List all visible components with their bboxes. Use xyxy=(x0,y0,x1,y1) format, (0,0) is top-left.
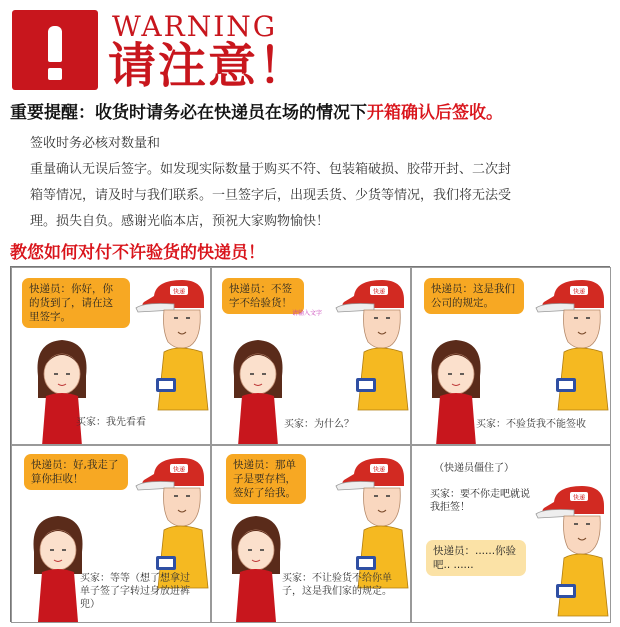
svg-text:快递: 快递 xyxy=(372,288,386,296)
svg-text:快递: 快递 xyxy=(172,288,186,296)
buyer-caption: 买家：不让验货不给你单子，这是我们家的规定。 xyxy=(282,573,392,597)
svg-text:快递: 快递 xyxy=(372,466,386,474)
reminder-text: 收货时请务必在快递员在场的情况下 xyxy=(95,103,367,123)
courier-speech-bubble: 快递员：......你验吧.. ...... xyxy=(426,540,526,576)
watermark-text: 请输入文字 xyxy=(292,310,323,317)
body-line-4: 理。损失自负。感谢光临本店，预祝大家购物愉快！ xyxy=(30,214,330,229)
comic-panel-1 xyxy=(11,267,211,445)
comic-panel-2 xyxy=(211,267,411,445)
buyer-caption: 买家：为什么？ xyxy=(284,419,354,430)
courier-figure xyxy=(334,278,411,428)
body-line-3: 箱等情况，请及时与我们联系。一旦签字后，出现丢货、少货等情况，我们将无法受 xyxy=(30,188,512,203)
comic-panel-4 xyxy=(11,445,211,623)
buyer-caption: 买家：等等（想了想拿过单子签了字转过身放进裤兜） xyxy=(80,573,190,610)
comic-grid xyxy=(10,266,610,622)
buyer-figure xyxy=(28,512,88,622)
buyer-caption: 买家：不验货我不能签收 xyxy=(476,419,586,430)
warning-exclamation-icon xyxy=(12,10,98,90)
courier-speech-bubble: 快递员：这是我们公司的规定。 xyxy=(424,278,524,314)
comic-panel-3 xyxy=(411,267,611,445)
reminder-label: 重要提醒： xyxy=(10,103,95,123)
courier-speech-bubble: 快递员：不签字不给验货！ xyxy=(222,278,304,314)
page-title: 请注意！ xyxy=(108,38,309,94)
buyer-caption: 买家：我先看看 xyxy=(76,417,146,428)
body-line-2: 重量确认无误后签字。如发现实际数量于购买不符、包装箱破损、胶带开封、二次封 xyxy=(30,162,512,177)
narration-text: （快递员僵住了） xyxy=(434,463,514,474)
courier-figure xyxy=(534,484,611,623)
svg-text:快递: 快递 xyxy=(172,466,186,474)
courier-figure xyxy=(534,278,611,428)
courier-speech-bubble: 快递员：那单子是要存档，签好了给我。 xyxy=(226,454,306,504)
courier-speech-bubble: 快递员：你好，你的货到了，请在这里签字。 xyxy=(22,278,130,328)
courier-speech-bubble: 快递员：好,我走了算你拒收！ xyxy=(24,454,128,490)
comic-panel-5 xyxy=(211,445,411,623)
comic-panel-6 xyxy=(411,445,611,623)
reminder-highlight: 开箱确认后签收。 xyxy=(367,103,503,123)
buyer-figure xyxy=(228,336,288,445)
buyer-caption: 买家：要不你走吧就说我拒签！ xyxy=(430,489,530,513)
svg-text:快递: 快递 xyxy=(572,288,586,296)
body-line-1: 签收时务必核对数量和 xyxy=(30,136,161,151)
warning-word: WARNING xyxy=(112,10,278,43)
important-reminder xyxy=(10,98,618,123)
section-heading: 教您如何对付不许验货的快递员！ xyxy=(10,243,265,263)
svg-text:快递: 快递 xyxy=(572,494,586,502)
buyer-figure xyxy=(226,512,286,622)
courier-figure xyxy=(134,278,211,428)
